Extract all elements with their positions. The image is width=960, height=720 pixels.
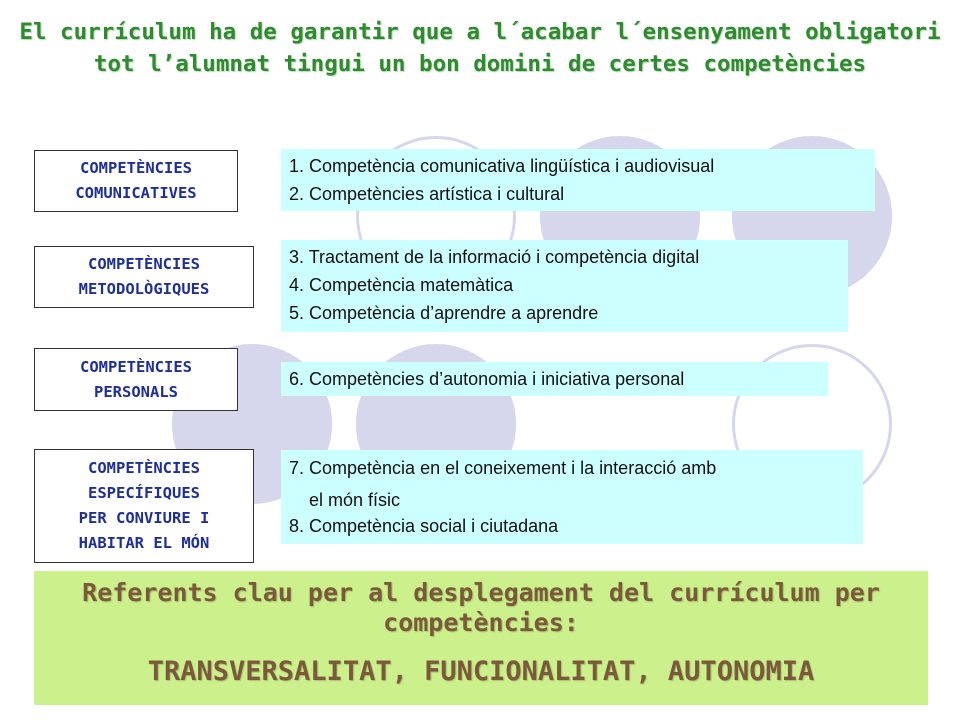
competence-item: 8. Competència social i ciutadana <box>289 516 559 536</box>
competence-box-group4 <box>281 450 863 544</box>
title-line: tot l’alumnat tingui un bon domini de certes competències <box>93 51 867 77</box>
category-label: ESPECÍFIQUES <box>88 484 200 502</box>
category-label: COMPETÈNCIES <box>80 357 192 376</box>
competence-item: 4. Competència matemàtica <box>289 275 514 295</box>
key-principles-text: TRANSVERSALITAT, FUNCIONALITAT, AUTONOMIA <box>147 656 815 687</box>
category-label: COMPETÈNCIES <box>88 255 200 273</box>
category-label: PER CONVIURE I <box>78 509 210 527</box>
category-label: HABITAR EL MÓN <box>78 534 210 552</box>
competence-item: 6. Competències d’autonomia i iniciativa personal <box>289 369 685 389</box>
key-references-box <box>34 571 928 705</box>
category-label: COMUNICATIVES <box>75 184 197 202</box>
competence-item: 3. Tractament de la informació i competència digital <box>289 247 700 267</box>
competence-box-group3 <box>281 362 828 396</box>
key-references-text: competències: <box>383 608 579 637</box>
category-label: COMPETÈNCIES <box>80 159 192 177</box>
category-label: METODOLÒGIQUES <box>78 280 210 298</box>
competence-box-group2 <box>281 240 848 332</box>
competence-item: 7. Competència en el coneixement i la interacció amb <box>289 458 717 478</box>
competence-item: 1. Competència comunicativa lingüística i audiovisual <box>289 156 715 176</box>
slide-title <box>0 16 960 80</box>
competence-item: 5. Competència d’aprendre a aprendre <box>289 303 599 323</box>
competence-item: el món físic <box>309 490 401 510</box>
category-box-especifiques <box>34 449 254 563</box>
category-box-comunicatives <box>34 150 238 212</box>
title-line: El currículum ha de garantir que a l´acabar l´ensenyament obligatori <box>19 19 941 45</box>
key-references-text: Referents clau per al desplegament del currículum per <box>82 578 880 607</box>
category-label: PERSONALS <box>94 382 178 401</box>
competence-item: 2. Competències artística i cultural <box>289 184 565 204</box>
category-label: COMPETÈNCIES <box>88 459 200 477</box>
category-box-personals <box>34 348 238 411</box>
category-box-metodologiques <box>34 246 254 308</box>
competence-box-group1 <box>281 149 875 211</box>
